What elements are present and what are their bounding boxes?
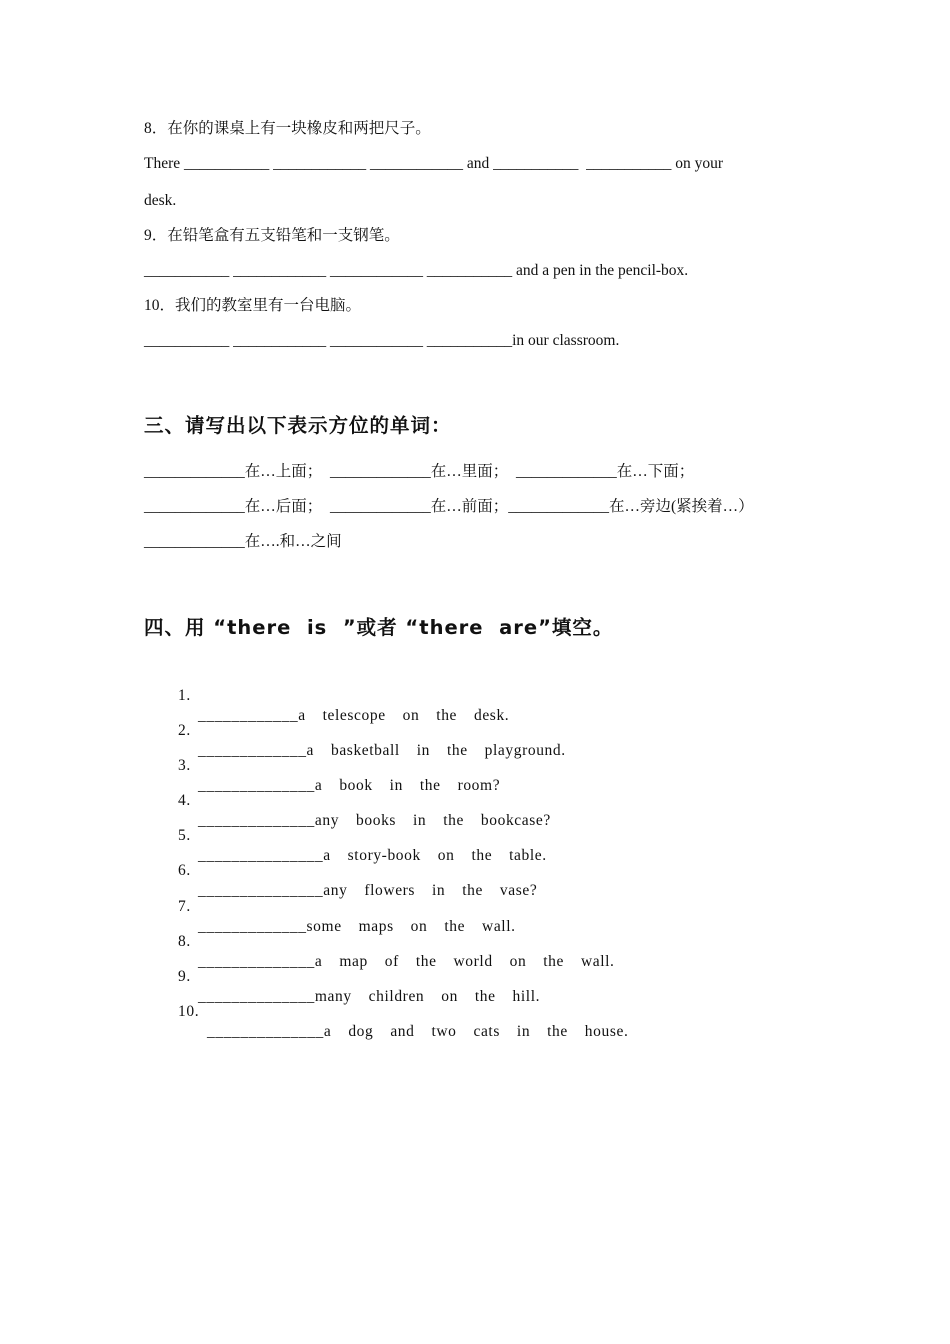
item-text: _____________a basketball in the playground.: [198, 742, 566, 759]
item-number: 5.: [178, 827, 191, 844]
section4-heading: 四、用 “there is ”或者 “there are”填空。: [144, 616, 614, 639]
item-number: 1.: [178, 687, 191, 704]
item-number: 3.: [178, 757, 191, 774]
item-number: 9.: [178, 968, 191, 985]
item-text: ______________any books in the bookcase?: [198, 812, 551, 829]
section3-row-3: _____________在….和…之间: [144, 533, 342, 550]
item-text: _______________a story-book on the table.: [198, 847, 547, 864]
item-number: 8.: [178, 933, 191, 950]
q8-prompt: 8．在你的课桌上有一块橡皮和两把尺子。: [144, 120, 431, 137]
item-text: _____________some maps on the wall.: [198, 918, 516, 935]
q8-answer-line: There ___________ ____________ ____________ and ___________ ___________ on your: [144, 155, 724, 172]
q10-prompt: 10．我们的教室里有一台电脑。: [144, 297, 362, 314]
item-number: 2.: [178, 722, 191, 739]
item-text: ____________a telescope on the desk.: [198, 707, 510, 724]
item-text: ______________a book in the room?: [198, 777, 501, 794]
item-text: _______________any flowers in the vase?: [198, 882, 538, 899]
section3-row-2: _____________在…后面； _____________在…前面；_____________在…旁边(紧挨着…）: [144, 498, 754, 515]
item-number: 6.: [178, 862, 191, 879]
q9-prompt: 9．在铅笔盒有五支铅笔和一支钢笔。: [144, 227, 400, 244]
item-number: 4.: [178, 792, 191, 809]
item-text: ______________a dog and two cats in the house.: [207, 1023, 629, 1040]
q10-answer-line: ___________ ____________ ____________ ___________in our classroom.: [144, 332, 620, 349]
q8-answer-line-continued: desk.: [144, 192, 177, 209]
item-text: ______________a map of the world on the wall.: [198, 953, 615, 970]
item-text: ______________many children on the hill.: [198, 988, 541, 1005]
item-number: 7.: [178, 898, 191, 915]
item-number: 10.: [178, 1003, 200, 1020]
section3-heading: 三、请写出以下表示方位的单词：: [144, 414, 452, 437]
q9-answer-line: ___________ ____________ ____________ ___________ and a pen in the pencil-box.: [144, 262, 689, 279]
section3-row-1: _____________在…上面； _____________在…里面； _____________在…下面；: [144, 463, 695, 480]
